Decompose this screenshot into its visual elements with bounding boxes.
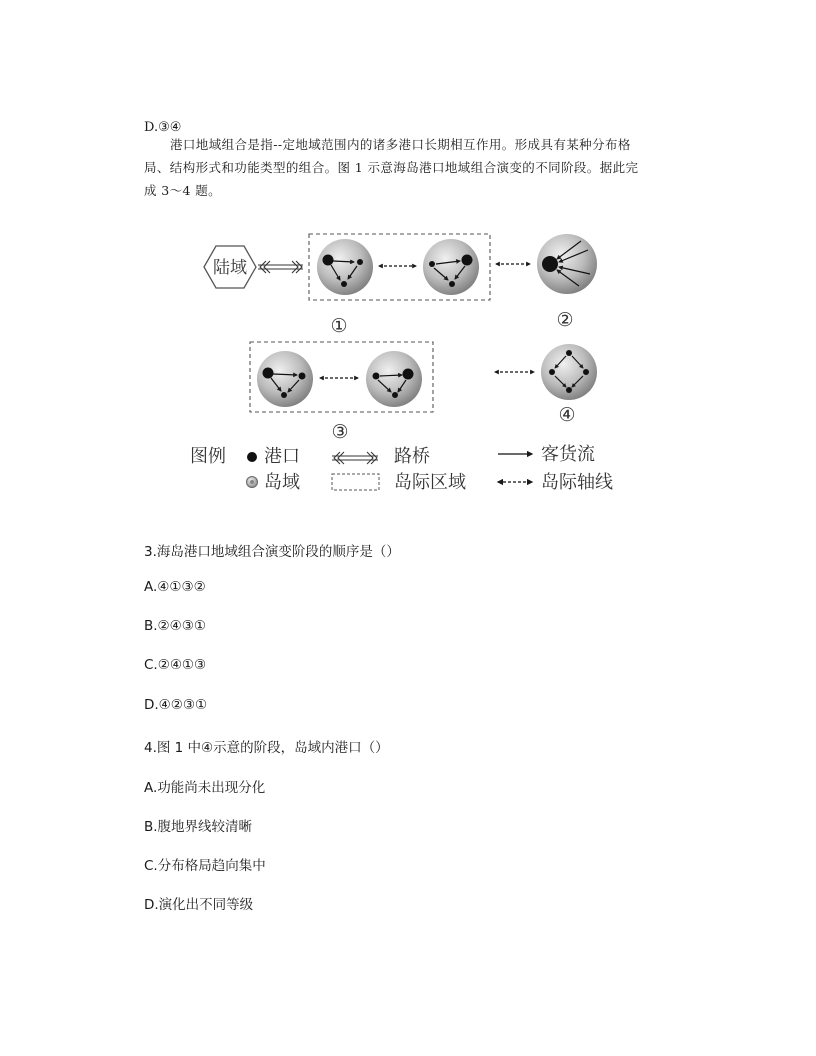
question-4-option-b: B.腹地界线较清晰 xyxy=(144,819,253,835)
question-3-option-d: D.④②③① xyxy=(144,697,208,713)
stage4-island xyxy=(541,344,597,400)
legend xyxy=(190,444,613,493)
legend-region-symbol xyxy=(332,474,379,490)
land-label: 陆域 xyxy=(213,258,247,278)
legend-port-symbol xyxy=(247,452,257,462)
port-evolution-figure xyxy=(186,228,636,498)
stage4-label: ④ xyxy=(558,404,576,426)
question-4-option-a: A.功能尚未出现分化 xyxy=(144,780,266,796)
stage2-island xyxy=(537,234,597,294)
legend-island-label: 岛域 xyxy=(264,472,300,493)
stage1-island-b xyxy=(423,239,479,295)
stage3-island-a xyxy=(257,351,313,407)
intro-line-2: 局、结构形式和功能类型的组合。图 1 示意海岛港口地域组合演变的不同阶段。据此完 xyxy=(144,160,639,175)
stage1-label: ① xyxy=(330,315,348,337)
legend-port-label: 港口 xyxy=(264,446,300,467)
stage3-label: ③ xyxy=(331,421,349,443)
intro-paragraph xyxy=(144,133,684,202)
land-hexagon xyxy=(204,246,256,288)
question-3-stem: 3.海岛港口地域组合演变阶段的顺序是（） xyxy=(144,544,400,560)
question-3-option-b: B.②④③① xyxy=(144,618,206,634)
bridge-symbol xyxy=(258,261,303,273)
stage1-island-a xyxy=(317,239,373,295)
legend-region-label: 岛际区域 xyxy=(394,472,466,493)
legend-flow-label: 客货流 xyxy=(541,444,595,465)
legend-bridge-symbol xyxy=(332,452,378,464)
previous-option-d: D.③④ xyxy=(144,120,182,135)
intro-line-1: 港口地域组合是指--定地域范围内的诸多港口长期相互作用。形成具有某种分布格 xyxy=(170,137,631,152)
question-4-option-c: C.分布格局趋向集中 xyxy=(144,858,266,874)
stage2-label: ② xyxy=(556,309,574,331)
legend-axis-label: 岛际轴线 xyxy=(541,472,613,493)
legend-title: 图例 xyxy=(190,446,226,467)
question-4-option-d: D.演化出不同等级 xyxy=(144,897,254,913)
legend-bridge-label: 路桥 xyxy=(394,446,430,467)
intro-line-3: 成 3～4 题。 xyxy=(144,183,222,198)
stage3-island-b xyxy=(366,351,422,407)
question-3-option-a: A.④①③② xyxy=(144,579,206,595)
question-4-stem: 4.图 1 中④示意的阶段，岛域内港口（） xyxy=(144,740,389,756)
question-3-option-c: C.②④①③ xyxy=(144,657,207,673)
